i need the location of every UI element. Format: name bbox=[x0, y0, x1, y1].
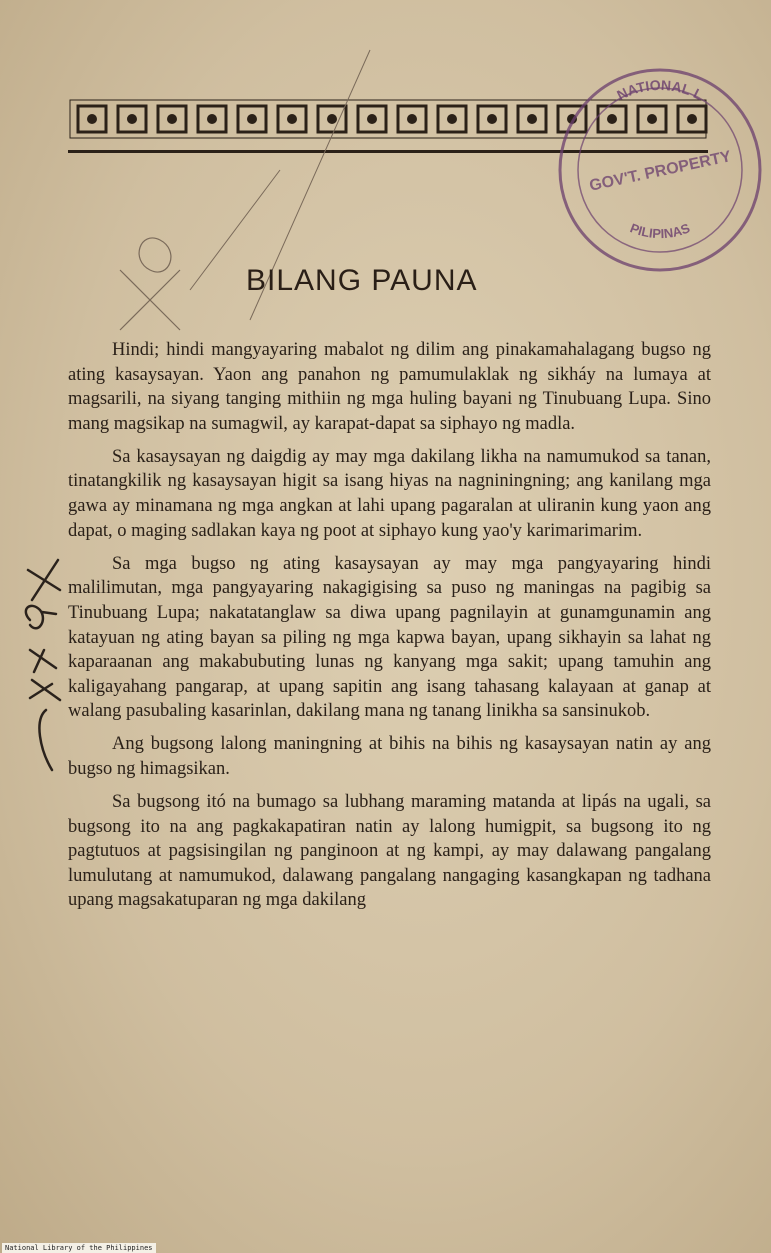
library-stamp bbox=[550, 60, 770, 280]
ornament-dot bbox=[527, 114, 537, 124]
paragraph: Sa bugsong itó na bumago sa lubhang maraming matanda at lipás na ugali, sa bugsong ito na ang pagkakapatiran natin ay lalong humigpit, sa bugsong ito ng pagtutuos at pagsisingilan ng panginoon at ng kampi, ay may dalawang pangalang lumulutang at namumukod, dalawang pangalang nangaging kasangkapan ng tadhana upang magsakatuparan ng mga dakilang bbox=[68, 792, 711, 911]
paragraph: Sa mga bugso ng ating kasaysayan ay may mga pangyayaring hindi malilimutan, mga pangyayaring nakagigising sa puso ng maningas na pagibig sa Tinubuang Lupa; nakatatanglaw sa diwa upang pagnilayin at gunamgunamin ang katayuan ng ating bayan sa piling ng mga kapwa bayan, upang sikhayin sa lahat ng kaparaanan ang makabubuting lunas ng kanyang mga sakit; upang tamuhin ang kaligayahang pangarap, at upang sapitin ang isang tahasang kalayaan at ganap at walang pasubaling kasarinlan, dakilang mana ng tanang linikha sa sansinukob. bbox=[68, 553, 711, 722]
ornament-dot bbox=[87, 114, 97, 124]
paragraph: Sa kasaysayan ng daigdig ay may mga dakilang likha na namumukod sa tanan, tinatangkilik ng kasaysayan higit sa isang hiyas na nagniningning; ang kanilang mga gawa ay minamana ng mga angkan at lahi upang pagaralan at uliranin kung yaon ang dapat, o maging sadlakan kaya ng poot at siphayo kung yao'y karimarimarim. bbox=[68, 446, 711, 541]
paragraph: Ang bugsong lalong maningning at bihis na bihis ng kasaysayan natin ay ang bugso ng himagsikan. bbox=[68, 734, 711, 779]
paragraph: Hindi; hindi mangyayaring mabalot ng dilim ang pinakamahalagang bugso ng ating kasaysayan. Yaon ang panahon ng pamumulaklak ng sikháy na lumaya at magsarili, na siyang tanging mithiin ng mga huling bayani ng Tinubuang Lupa. Sino mang magsikap na sumagwil, ay karapat-dapat sa siphayo ng madla. bbox=[68, 340, 711, 434]
svg-text:PILIPINAS bbox=[628, 220, 692, 241]
stamp-bottom-text: PILIPINAS bbox=[628, 220, 692, 242]
handwritten-margin-notes bbox=[20, 550, 80, 790]
page-title: BILANG PAUNA bbox=[246, 264, 478, 297]
stamp-top-text: NATIONAL L bbox=[614, 76, 706, 104]
ornament-dot bbox=[447, 114, 457, 124]
body-text bbox=[68, 338, 711, 922]
stamp-middle-text: GOV'T. PROPERTY bbox=[587, 148, 733, 195]
footer-credit: National Library of the Philippines bbox=[2, 1243, 156, 1253]
svg-text:NATIONAL L bbox=[614, 77, 706, 104]
ornament-dot bbox=[487, 114, 497, 124]
ornament-dot bbox=[407, 114, 417, 124]
